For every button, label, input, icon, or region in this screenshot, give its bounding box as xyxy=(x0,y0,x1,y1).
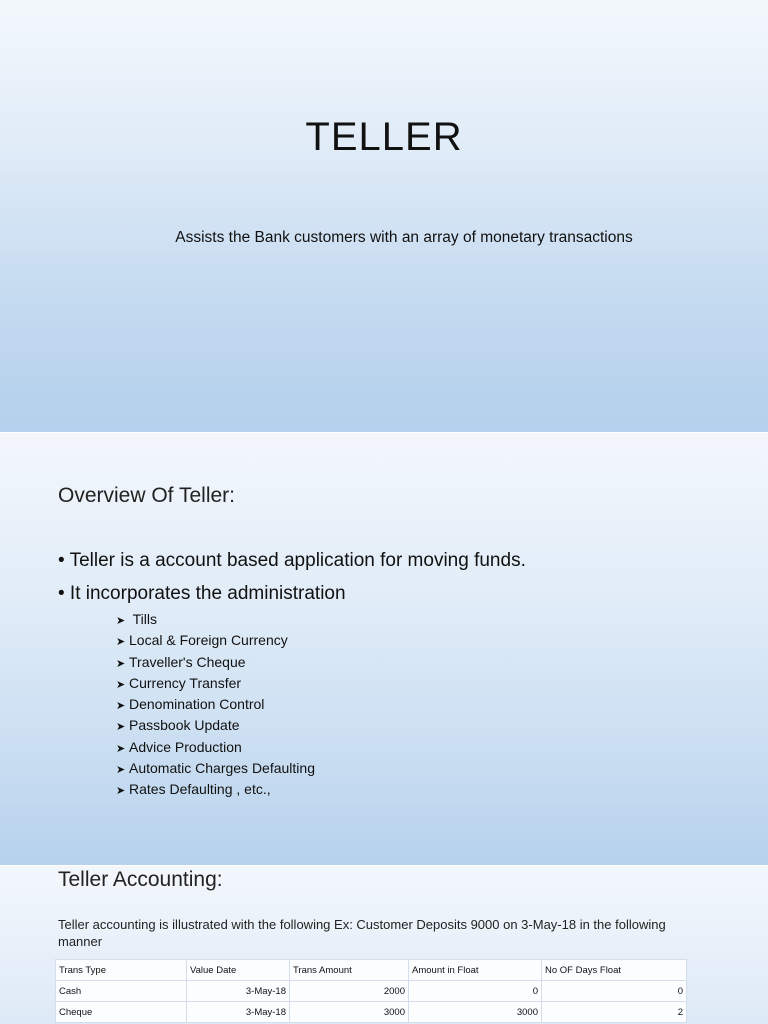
arrow-icon: ➤ xyxy=(116,785,126,798)
table-header-cell: Trans Type xyxy=(56,960,187,981)
table-header-cell: No OF Days Float xyxy=(542,960,687,981)
table-cell: Cheque xyxy=(56,1002,187,1023)
list-item: ➤ Advice Production xyxy=(116,737,315,758)
table-cell: 3000 xyxy=(290,1002,409,1023)
arrow-icon: ➤ xyxy=(116,700,126,713)
arrow-icon: ➤ xyxy=(116,657,126,670)
accounting-heading: Teller Accounting: xyxy=(58,868,223,891)
list-item: ➤ Currency Transfer xyxy=(116,673,315,694)
list-item: ➤ Automatic Charges Defaulting xyxy=(116,758,315,779)
arrow-icon: ➤ xyxy=(116,721,126,734)
arrow-icon: ➤ xyxy=(116,764,126,777)
list-item: ➤ Passbook Update xyxy=(116,715,315,736)
slide-title: TELLER xyxy=(305,115,463,159)
title-slide xyxy=(0,0,768,432)
bullet-item: • It incorporates the administration xyxy=(58,583,346,604)
slide-subtitle: Assists the Bank customers with an array of monetary transactions xyxy=(175,229,633,246)
arrow-icon: ➤ xyxy=(116,636,126,649)
table-row xyxy=(56,981,687,1002)
table-cell: 3000 xyxy=(409,1002,542,1023)
administration-list xyxy=(116,609,315,801)
table-cell: 3-May-18 xyxy=(187,1002,290,1023)
arrow-icon: ➤ xyxy=(116,678,126,691)
arrow-icon: ➤ xyxy=(116,742,126,755)
table-header-cell: Trans Amount xyxy=(290,960,409,981)
table-header-cell: Amount in Float xyxy=(409,960,542,981)
table-cell: 3-May-18 xyxy=(187,981,290,1002)
list-item: ➤ Tills xyxy=(116,609,315,630)
table-cell: 0 xyxy=(542,981,687,1002)
table-cell: 2 xyxy=(542,1002,687,1023)
list-item: ➤ Traveller's Cheque xyxy=(116,652,315,673)
list-item: ➤ Denomination Control xyxy=(116,694,315,715)
accounting-paragraph: Teller accounting is illustrated with the following Ex: Customer Deposits 9000 on 3-May-18 in the following manner xyxy=(58,917,666,949)
arrow-icon: ➤ xyxy=(116,615,126,627)
table-cell: 2000 xyxy=(290,981,409,1002)
bullet-item: • Teller is a account based application for moving funds. xyxy=(58,550,526,571)
table-header-row xyxy=(56,960,687,981)
table-cell: 0 xyxy=(409,981,542,1002)
list-item: ➤ Local & Foreign Currency xyxy=(116,630,315,651)
table-cell: Cash xyxy=(56,981,187,1002)
accounting-table xyxy=(55,959,687,1023)
list-item: ➤ Rates Defaulting , etc., xyxy=(116,779,315,800)
overview-heading: Overview Of Teller: xyxy=(58,484,235,507)
table-header-cell: Value Date xyxy=(187,960,290,981)
table-row xyxy=(56,1002,687,1023)
